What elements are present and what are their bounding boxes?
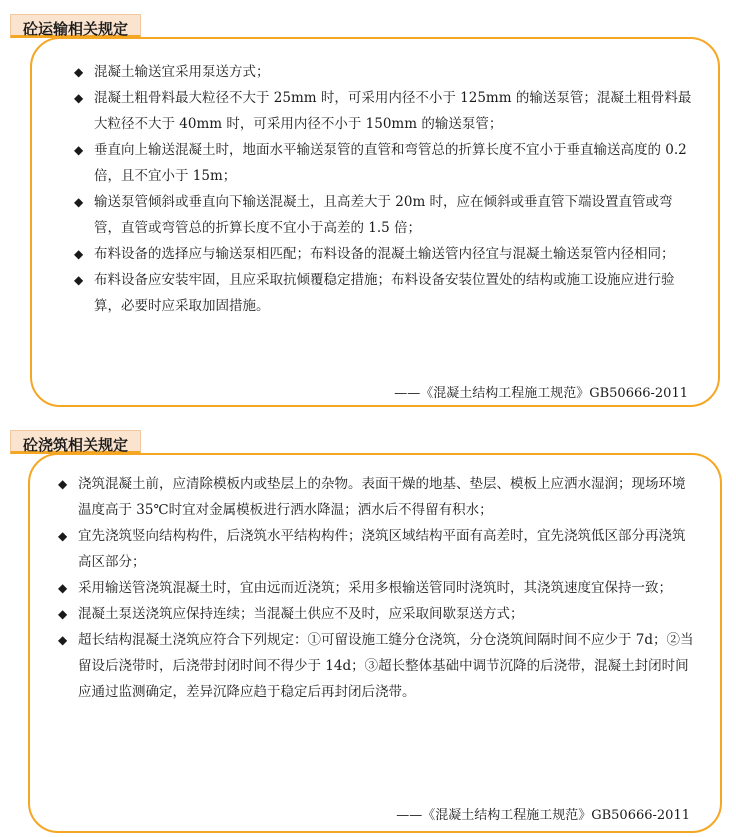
section-concrete-pouring	[0, 430, 736, 835]
rules-box	[28, 453, 722, 833]
list-item	[58, 471, 698, 523]
item-text: 采用输送管浇筑混凝土时，宜由远而近浇筑；采用多根输送管同时浇筑时，其浇筑速度宜保持一致；	[78, 580, 672, 596]
diamond-bullet-icon: ◆	[74, 195, 84, 209]
item-text: 混凝土粗骨料最大粒径不大于 25mm 时，可采用内径不小于 125mm 的输送泵管；混凝土粗骨料最大粒径不大于 40mm 时，可采用内径不小于 150mm 的输送泵管；	[94, 90, 692, 132]
diamond-bullet-icon: ◆	[74, 273, 84, 287]
list-item	[74, 189, 694, 241]
diamond-bullet-icon: ◆	[58, 477, 68, 491]
diamond-bullet-icon: ◆	[58, 607, 68, 621]
item-text: 浇筑混凝土前，应清除模板内或垫层上的杂物。表面干燥的地基、垫层、模板上应洒水湿润；现场环境温度高于 35℃时宜对金属模板进行洒水降温；洒水后不得留有积水；	[78, 476, 686, 518]
diamond-bullet-icon: ◆	[74, 143, 84, 157]
item-text: 超长结构混凝土浇筑应符合下列规定：①可留设施工缝分仓浇筑，分仓浇筑间隔时间不应少于 7d；②当留设后浇带时，后浇带封闭时间不得少于 14d；③超长整体基础中调节沉降的后浇带，混凝土封闭时间应通过监测确定，差异沉降应趋于稳定后再封闭后浇带。	[78, 632, 694, 700]
source-citation: ——《混凝土结构工程施工规范》GB50666-2011	[396, 808, 690, 823]
section-concrete-transport	[0, 14, 736, 410]
item-text: 布料设备应安装牢固，且应采取抗倾覆稳定措施；布料设备安装位置处的结构或施工设施应进行验算，必要时应采取加固措施。	[94, 272, 675, 314]
list-item	[58, 601, 698, 627]
list-item	[74, 137, 694, 189]
rules-box	[30, 37, 720, 407]
list-item	[74, 85, 694, 137]
section-title: 砼浇筑相关规定	[10, 430, 141, 454]
title-rule	[150, 37, 610, 39]
rules-list	[74, 59, 694, 319]
list-item	[74, 241, 694, 267]
diamond-bullet-icon: ◆	[58, 633, 68, 647]
item-text: 布料设备的选择应与输送泵相匹配；布料设备的混凝土输送管内径宜与混凝土输送泵管内径相同；	[94, 246, 675, 262]
list-item	[58, 575, 698, 601]
item-text: 垂直向上输送混凝土时，地面水平输送泵管的直管和弯管总的折算长度不宜小于垂直输送高度的 0.2 倍，且不宜小于 15m；	[94, 142, 687, 184]
source-citation: ——《混凝土结构工程施工规范》GB50666-2011	[394, 386, 688, 401]
diamond-bullet-icon: ◆	[58, 581, 68, 595]
title-rule	[150, 453, 620, 455]
item-text: 混凝土输送宜采用泵送方式；	[94, 64, 270, 80]
diamond-bullet-icon: ◆	[74, 91, 84, 105]
list-item	[58, 627, 698, 705]
diamond-bullet-icon: ◆	[74, 65, 84, 79]
list-item	[58, 523, 698, 575]
item-text: 混凝土泵送浇筑应保持连续；当混凝土供应不及时，应采取间歇泵送方式；	[78, 606, 524, 622]
diamond-bullet-icon: ◆	[74, 247, 84, 261]
section-title: 砼运输相关规定	[10, 14, 141, 38]
diamond-bullet-icon: ◆	[58, 529, 68, 543]
rules-list	[58, 471, 698, 705]
item-text: 宜先浇筑竖向结构构件，后浇筑水平结构构件；浇筑区域结构平面有高差时，宜先浇筑低区部分再浇筑高区部分；	[78, 528, 686, 570]
list-item	[74, 267, 694, 319]
item-text: 输送泵管倾斜或垂直向下输送混凝土，且高差大于 20m 时，应在倾斜或垂直管下端设置直管或弯管，直管或弯管总的折算长度不宜小于高差的 1.5 倍；	[94, 194, 673, 236]
list-item	[74, 59, 694, 85]
